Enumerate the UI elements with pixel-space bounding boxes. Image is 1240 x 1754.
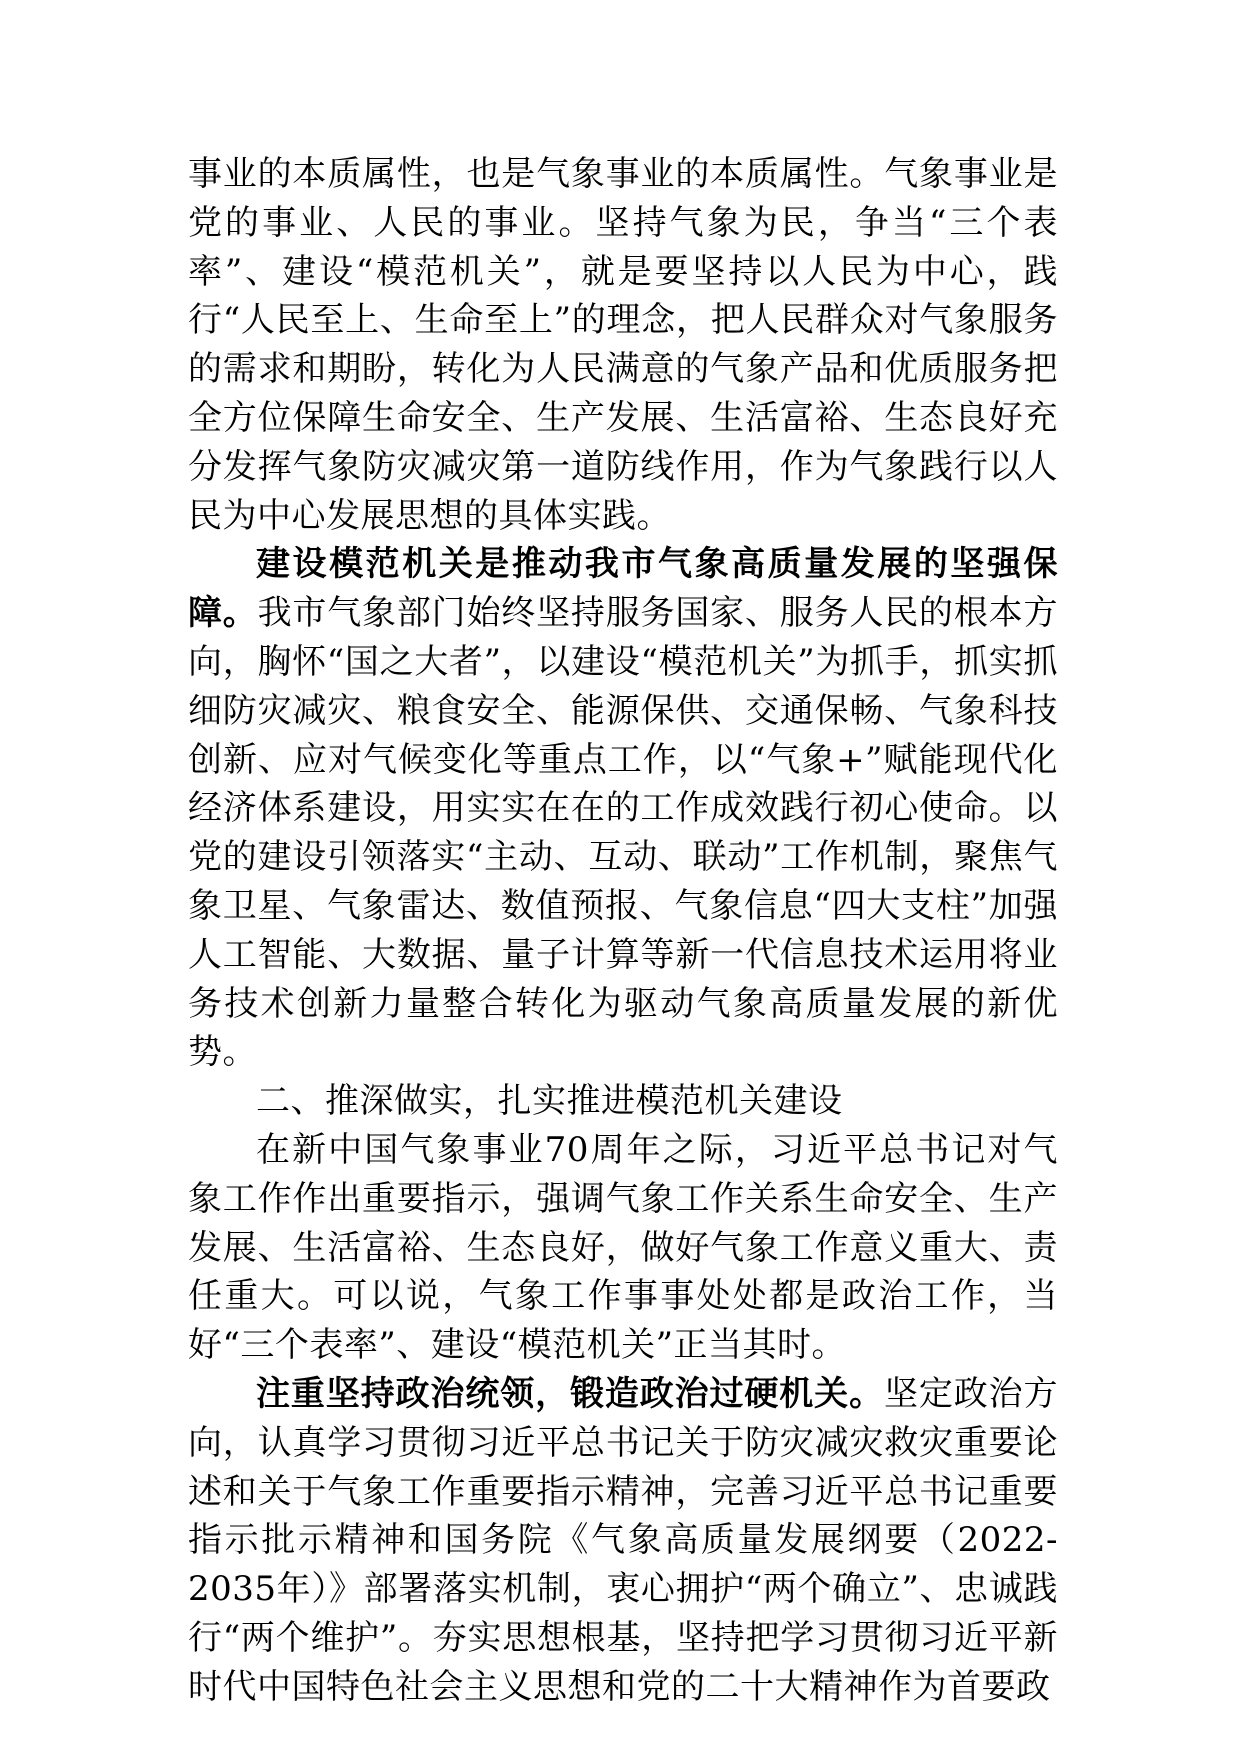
paragraph-1 [188, 150, 1058, 540]
paragraph-5 [188, 1370, 1058, 1712]
section-heading [188, 1077, 1058, 1126]
paragraph-2-text: 我市气象部门始终坚持服务国家、服务人民的根本方向，胸怀“国之大者”，以建设“模范机关”为抓手，抓实抓细防灾减灾、粮食安全、能源保供、交通保畅、气象科技创新、应对气候变化等重点工作，以“气象+”赋能现代化经济体系建设，用实实在在的工作成效践行初心使命。以党的建设引领落实“主动、互动、联动”工作机制，聚焦气象卫星、气象雷达、数值预报、气象信息“四大支柱”加强人工智能、大数据、量子计算等新一代信息技术运用将业务技术创新力量整合转化为驱动气象高质量发展的新优势。 [188, 593, 1058, 1073]
paragraph-5-text: 坚定政治方向，认真学习贯彻习近平总书记关于防灾减灾救灾重要论述和关于气象工作重要指示精神，完善习近平总书记重要指示批示精神和国务院《气象高质量发展纲要（2022-2035年）》部署落实机制，衷心拥护“两个确立”、忠诚践行“两个维护”。夯实思想根基，坚持把学习贯彻习近平新时代中国特色社会主义思想和党的二十大精神作为首要政 [188, 1373, 1058, 1707]
paragraph-4-text: 在新中国气象事业70周年之际，习近平总书记对气象工作作出重要指示，强调气象工作关系生命安全、生产发展、生活富裕、生态良好，做好气象工作意义重大、责任重大。可以说，气象工作事事处处都是政治工作，当好“三个表率”、建设“模范机关”正当其时。 [188, 1129, 1058, 1366]
section-heading-text: 二、推深做实，扎实推进模范机关建设 [256, 1081, 843, 1122]
paragraph-1-text: 事业的本质属性，也是气象事业的本质属性。气象事业是党的事业、人民的事业。坚持气象为民，争当“三个表率”、建设“模范机关”，就是要坚持以人民为中心，践行“人民至上、生命至上”的理念，把人民群众对气象服务的需求和期盼，转化为人民满意的气象产品和优质服务把全方位保障生命安全、生产发展、生活富裕、生态良好充分发挥气象防灾减灾第一道防线作用，作为气象践行以人民为中心发展思想的具体实践。 [188, 154, 1058, 536]
paragraph-4 [188, 1126, 1058, 1370]
document-body [188, 150, 1058, 1712]
paragraph-5-lead: 注重坚持政治统领，锻造政治过硬机关。 [256, 1373, 884, 1414]
paragraph-2-lead: 建设模范机关是推动我市气象高质量发展的坚强保障。 [188, 544, 1058, 634]
paragraph-2 [188, 540, 1058, 1077]
